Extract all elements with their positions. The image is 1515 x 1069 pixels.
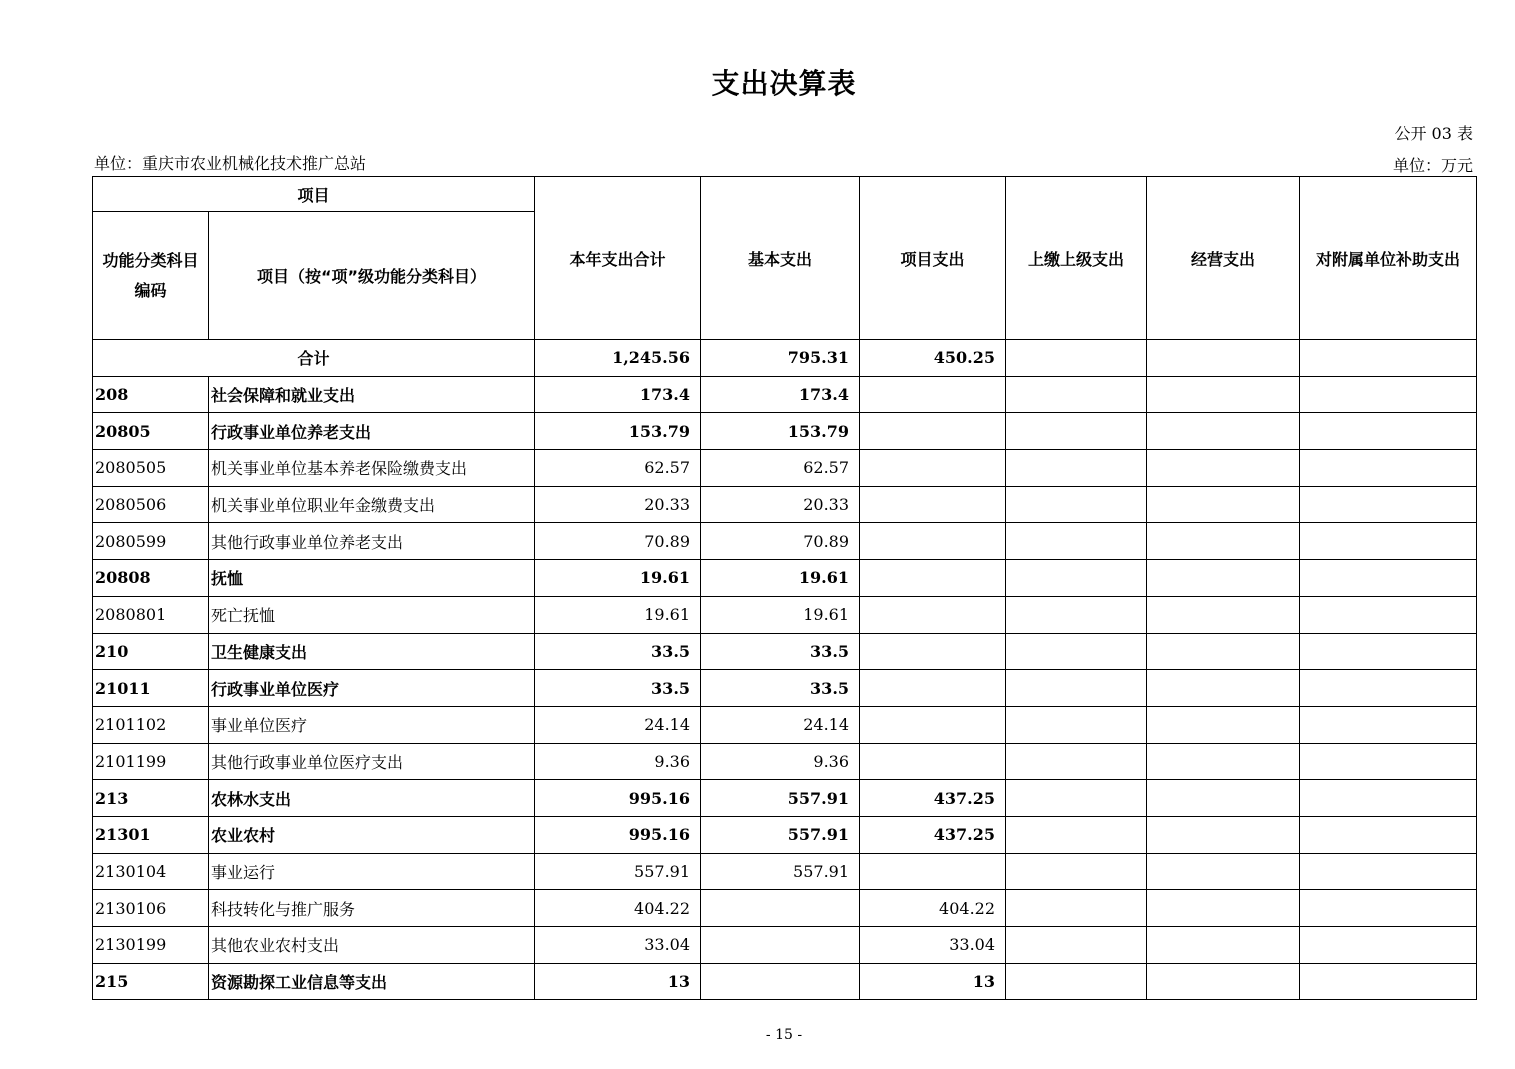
header-total: 本年支出合计 xyxy=(535,177,701,340)
row-subsidy xyxy=(1300,376,1477,413)
header-business: 经营支出 xyxy=(1147,177,1300,340)
row-project xyxy=(860,376,1006,413)
row-subsidy xyxy=(1300,927,1477,964)
row-project xyxy=(860,706,1006,743)
page-title: 支出决算表 xyxy=(711,67,857,100)
table-row xyxy=(93,816,1477,853)
row-basic: 153.79 xyxy=(701,413,860,450)
row-subsidy xyxy=(1300,743,1477,780)
row-total: 62.57 xyxy=(535,450,701,487)
row-basic: 33.5 xyxy=(701,633,860,670)
row-basic: 19.61 xyxy=(701,596,860,633)
row-upper xyxy=(1006,596,1147,633)
total-project: 450.25 xyxy=(860,340,1006,377)
row-name: 行政事业单位养老支出 xyxy=(209,413,535,450)
row-subsidy xyxy=(1300,450,1477,487)
row-business xyxy=(1147,780,1300,817)
unit-currency: 单位：万元 xyxy=(1392,156,1473,175)
row-code: 2080506 xyxy=(93,486,209,523)
row-total: 173.4 xyxy=(535,376,701,413)
row-business xyxy=(1147,816,1300,853)
row-subsidy xyxy=(1300,413,1477,450)
table-row xyxy=(93,560,1477,597)
row-name: 事业运行 xyxy=(209,853,535,890)
row-project: 404.22 xyxy=(860,890,1006,927)
row-upper xyxy=(1006,486,1147,523)
row-upper xyxy=(1006,523,1147,560)
row-upper xyxy=(1006,560,1147,597)
row-name: 抚恤 xyxy=(209,560,535,597)
header-basic: 基本支出 xyxy=(701,177,860,340)
row-code: 2130106 xyxy=(93,890,209,927)
row-name: 其他行政事业单位医疗支出 xyxy=(209,743,535,780)
table-row xyxy=(93,890,1477,927)
table-row xyxy=(93,743,1477,780)
row-total: 13 xyxy=(535,963,701,1000)
row-total: 33.04 xyxy=(535,927,701,964)
row-code: 2080599 xyxy=(93,523,209,560)
row-code: 2080801 xyxy=(93,596,209,633)
row-project xyxy=(860,560,1006,597)
row-total: 557.91 xyxy=(535,853,701,890)
row-subsidy xyxy=(1300,780,1477,817)
row-basic: 33.5 xyxy=(701,670,860,707)
row-business xyxy=(1147,963,1300,1000)
row-project xyxy=(860,596,1006,633)
row-total: 33.5 xyxy=(535,633,701,670)
unit-organization: 单位：重庆市农业机械化技术推广总站 xyxy=(94,154,367,173)
row-name: 机关事业单位职业年金缴费支出 xyxy=(209,486,535,523)
total-label: 合计 xyxy=(93,340,535,377)
row-basic xyxy=(701,890,860,927)
row-basic: 173.4 xyxy=(701,376,860,413)
row-name: 卫生健康支出 xyxy=(209,633,535,670)
total-row xyxy=(93,340,1477,377)
table-row xyxy=(93,376,1477,413)
row-upper xyxy=(1006,963,1147,1000)
row-business xyxy=(1147,853,1300,890)
row-project xyxy=(860,523,1006,560)
row-name: 死亡抚恤 xyxy=(209,596,535,633)
row-upper xyxy=(1006,853,1147,890)
row-upper xyxy=(1006,780,1147,817)
row-business xyxy=(1147,743,1300,780)
row-project: 437.25 xyxy=(860,816,1006,853)
row-code: 215 xyxy=(93,963,209,1000)
row-upper xyxy=(1006,633,1147,670)
row-name: 社会保障和就业支出 xyxy=(209,376,535,413)
total-subsidy xyxy=(1300,340,1477,377)
row-business xyxy=(1147,670,1300,707)
table-row xyxy=(93,486,1477,523)
row-total: 995.16 xyxy=(535,780,701,817)
total-sum: 1,245.56 xyxy=(535,340,701,377)
row-project: 33.04 xyxy=(860,927,1006,964)
row-basic: 20.33 xyxy=(701,486,860,523)
row-basic: 557.91 xyxy=(701,853,860,890)
row-name: 农业农村 xyxy=(209,816,535,853)
row-basic: 557.91 xyxy=(701,816,860,853)
row-project: 13 xyxy=(860,963,1006,1000)
row-total: 19.61 xyxy=(535,596,701,633)
table-row xyxy=(93,853,1477,890)
row-total: 20.33 xyxy=(535,486,701,523)
row-business xyxy=(1147,927,1300,964)
row-project xyxy=(860,486,1006,523)
table-row xyxy=(93,963,1477,1000)
row-basic xyxy=(701,927,860,964)
row-business xyxy=(1147,523,1300,560)
row-code: 2101199 xyxy=(93,743,209,780)
header-item: 项目（按“项”级功能分类科目） xyxy=(209,212,535,340)
row-subsidy xyxy=(1300,853,1477,890)
row-code: 2130199 xyxy=(93,927,209,964)
row-name: 其他农业农村支出 xyxy=(209,927,535,964)
row-total: 19.61 xyxy=(535,560,701,597)
row-subsidy xyxy=(1300,670,1477,707)
table-row xyxy=(93,450,1477,487)
row-total: 70.89 xyxy=(535,523,701,560)
row-business xyxy=(1147,596,1300,633)
row-upper xyxy=(1006,670,1147,707)
row-subsidy xyxy=(1300,963,1477,1000)
row-code: 20808 xyxy=(93,560,209,597)
row-business xyxy=(1147,560,1300,597)
row-business xyxy=(1147,376,1300,413)
header-subsidy: 对附属单位补助支出 xyxy=(1300,177,1477,340)
row-name: 农林水支出 xyxy=(209,780,535,817)
total-business xyxy=(1147,340,1300,377)
row-business xyxy=(1147,413,1300,450)
row-total: 404.22 xyxy=(535,890,701,927)
row-project xyxy=(860,670,1006,707)
row-subsidy xyxy=(1300,523,1477,560)
row-project xyxy=(860,633,1006,670)
row-project xyxy=(860,413,1006,450)
row-total: 24.14 xyxy=(535,706,701,743)
row-subsidy xyxy=(1300,890,1477,927)
page-number: - 15 - xyxy=(765,1027,803,1043)
row-basic: 9.36 xyxy=(701,743,860,780)
row-upper xyxy=(1006,413,1147,450)
row-project xyxy=(860,450,1006,487)
row-name: 其他行政事业单位养老支出 xyxy=(209,523,535,560)
header-project: 项目 xyxy=(93,177,535,212)
table-row xyxy=(93,706,1477,743)
row-subsidy xyxy=(1300,486,1477,523)
table-row xyxy=(93,523,1477,560)
header-code: 功能分类科目编码 xyxy=(93,212,209,340)
row-code: 20805 xyxy=(93,413,209,450)
row-code: 21011 xyxy=(93,670,209,707)
row-subsidy xyxy=(1300,816,1477,853)
row-code: 2130104 xyxy=(93,853,209,890)
row-upper xyxy=(1006,890,1147,927)
row-total: 9.36 xyxy=(535,743,701,780)
row-subsidy xyxy=(1300,633,1477,670)
row-code: 2101102 xyxy=(93,706,209,743)
table-row xyxy=(93,633,1477,670)
row-total: 33.5 xyxy=(535,670,701,707)
row-total: 995.16 xyxy=(535,816,701,853)
row-upper xyxy=(1006,816,1147,853)
row-subsidy xyxy=(1300,560,1477,597)
row-name: 资源勘探工业信息等支出 xyxy=(209,963,535,1000)
total-basic: 795.31 xyxy=(701,340,860,377)
row-business xyxy=(1147,706,1300,743)
row-code: 208 xyxy=(93,376,209,413)
row-total: 153.79 xyxy=(535,413,701,450)
row-basic: 62.57 xyxy=(701,450,860,487)
row-basic: 24.14 xyxy=(701,706,860,743)
table-row xyxy=(93,670,1477,707)
row-project xyxy=(860,853,1006,890)
row-upper xyxy=(1006,450,1147,487)
table-row xyxy=(93,927,1477,964)
total-upper xyxy=(1006,340,1147,377)
row-project xyxy=(860,743,1006,780)
row-basic: 19.61 xyxy=(701,560,860,597)
row-code: 210 xyxy=(93,633,209,670)
row-upper xyxy=(1006,927,1147,964)
row-upper xyxy=(1006,706,1147,743)
table-row xyxy=(93,413,1477,450)
row-basic: 557.91 xyxy=(701,780,860,817)
row-upper xyxy=(1006,743,1147,780)
form-number: 公开 03 表 xyxy=(1394,124,1473,143)
table-row xyxy=(93,780,1477,817)
row-name: 科技转化与推广服务 xyxy=(209,890,535,927)
row-basic: 70.89 xyxy=(701,523,860,560)
row-basic xyxy=(701,963,860,1000)
row-business xyxy=(1147,450,1300,487)
expenditure-table xyxy=(92,176,1477,1000)
row-code: 21301 xyxy=(93,816,209,853)
row-subsidy xyxy=(1300,596,1477,633)
row-subsidy xyxy=(1300,706,1477,743)
header-project-expenditure: 项目支出 xyxy=(860,177,1006,340)
row-name: 机关事业单位基本养老保险缴费支出 xyxy=(209,450,535,487)
row-name: 事业单位医疗 xyxy=(209,706,535,743)
row-code: 2080505 xyxy=(93,450,209,487)
row-business xyxy=(1147,890,1300,927)
header-upper: 上缴上级支出 xyxy=(1006,177,1147,340)
table-row xyxy=(93,596,1477,633)
row-business xyxy=(1147,486,1300,523)
row-upper xyxy=(1006,376,1147,413)
row-name: 行政事业单位医疗 xyxy=(209,670,535,707)
row-code: 213 xyxy=(93,780,209,817)
row-project: 437.25 xyxy=(860,780,1006,817)
row-business xyxy=(1147,633,1300,670)
